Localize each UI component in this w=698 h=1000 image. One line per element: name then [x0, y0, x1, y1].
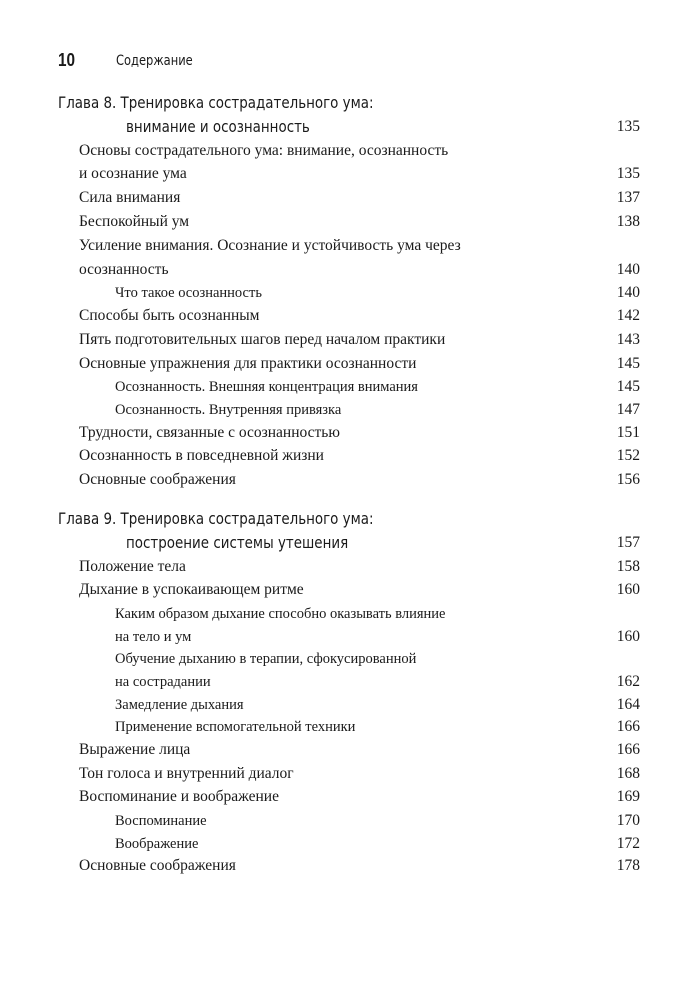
- toc-entry-text: Воспоминание и воображение: [79, 788, 279, 806]
- toc-entry-text: Воспоминание: [115, 813, 207, 830]
- toc-entry-line: [0, 626, 698, 648]
- toc-entry-line: [0, 833, 698, 855]
- page-ref: 158: [616, 557, 640, 575]
- chapter-title-line: [0, 508, 698, 530]
- toc-entry-line: [0, 739, 698, 761]
- toc-entry-text: Основные упражнения для практики осознанности: [79, 354, 417, 372]
- page-ref: 142: [616, 307, 640, 324]
- chapter-title-text: Глава 8. Тренировка сострадательного ума:: [58, 93, 374, 112]
- toc-entry-text: Основы сострадательного ума: внимание, осознанность: [79, 141, 449, 159]
- toc-entry-line: [0, 422, 698, 444]
- chapter-title-line: [0, 532, 698, 554]
- page-ref: 151: [616, 423, 640, 441]
- chapter-title-text: Глава 9. Тренировка сострадательного ума:: [58, 509, 374, 528]
- page-ref: 152: [616, 447, 640, 465]
- page-ref: 145: [616, 354, 640, 372]
- page-ref: 162: [616, 673, 640, 690]
- toc-entry-text: Осознанность. Внутренняя привязка: [115, 402, 342, 418]
- toc-entry-text: Беспокойный ум: [79, 213, 190, 230]
- toc-entry-text: Дыхание в успокаивающем ритме: [79, 581, 304, 599]
- toc-entry-text: Осознанность в повседневной жизни: [79, 447, 324, 465]
- page-ref: 140: [616, 260, 640, 278]
- toc-entry-line: [0, 694, 698, 716]
- page-ref: 160: [616, 581, 640, 599]
- toc-entry-text: и осознание ума: [79, 165, 187, 183]
- page-ref: 137: [616, 189, 640, 207]
- toc-entry-text: Основные соображения: [79, 857, 236, 875]
- page-ref: 135: [616, 165, 640, 183]
- page-ref: 135: [616, 117, 640, 135]
- page-ref: 147: [616, 401, 640, 418]
- chapter-title-line: [0, 116, 698, 138]
- toc-entry-line: [0, 671, 698, 693]
- page-ref: 160: [616, 627, 640, 645]
- toc-entry-line: [0, 211, 698, 233]
- toc-entry-text: Применение вспомогательной техники: [115, 719, 356, 736]
- toc-entry-line: [0, 445, 698, 467]
- toc-entry-text: Каким образом дыхание способно оказывать влияние: [115, 606, 446, 623]
- toc-entry-text: на сострадании: [115, 674, 211, 690]
- chapter-title-text: внимание и осознанность: [126, 116, 310, 136]
- toc-entry-text: Осознанность. Внешняя концентрация внимания: [115, 379, 418, 396]
- toc-entry-line: [0, 716, 698, 738]
- page-ref: 140: [616, 284, 640, 302]
- toc-entry-text: Замедление дыхания: [115, 696, 244, 713]
- page-ref: 178: [616, 857, 640, 875]
- toc-entry-line: [0, 305, 698, 327]
- chapter-title-line: [0, 92, 698, 114]
- toc-entry-text: Способы быть осознанным: [79, 307, 260, 324]
- toc-entry-text: на тело и ум: [115, 628, 192, 645]
- running-head: Содержание: [116, 53, 193, 69]
- page-ref: 138: [616, 213, 640, 230]
- toc-entry-line: [0, 282, 698, 304]
- page-ref: 172: [616, 834, 640, 852]
- toc-entry-text: Воображение: [115, 835, 199, 852]
- toc-entry-line: [0, 235, 698, 257]
- toc-entry-text: Обучение дыханию в терапии, сфокусированной: [115, 651, 417, 668]
- page-ref: 169: [616, 788, 640, 806]
- page-ref: 145: [616, 378, 640, 396]
- page-ref: 166: [616, 740, 640, 758]
- toc-entry-text: Трудности, связанные с осознанностью: [79, 423, 340, 441]
- toc-entry-line: [0, 579, 698, 601]
- page-ref: 143: [616, 330, 640, 348]
- toc-entry-line: [0, 556, 698, 578]
- toc-entry-text: Усиление внимания. Осознание и устойчивость ума через: [79, 236, 461, 254]
- toc-entry-line: [0, 763, 698, 785]
- toc-entry-line: [0, 353, 698, 375]
- toc-entry-text: Выражение лица: [79, 740, 191, 758]
- toc-entry-line: [0, 329, 698, 351]
- page-ref: 166: [616, 718, 640, 736]
- page-ref: 170: [616, 812, 640, 830]
- page-ref: 156: [616, 471, 640, 489]
- chapter-title-text: построение системы утешения: [126, 532, 349, 552]
- toc-entry-line: [0, 259, 698, 281]
- toc-entry-line: [0, 786, 698, 808]
- toc-entry-line: [0, 603, 698, 625]
- toc-entry-line: [0, 855, 698, 877]
- toc-entry-text: осознанность: [79, 260, 169, 278]
- page-ref: 157: [616, 533, 640, 551]
- toc-entry-line: [0, 469, 698, 491]
- toc-entry-text: Что такое осознанность: [115, 285, 262, 302]
- page-ref: 164: [616, 695, 640, 713]
- toc-entry-line: [0, 187, 698, 209]
- toc-entry-text: Положение тела: [79, 557, 186, 575]
- toc-entry-line: [0, 140, 698, 162]
- toc-entry-line: [0, 399, 698, 421]
- page-number: 10: [58, 50, 76, 70]
- toc-entry-text: Основные соображения: [79, 471, 236, 489]
- toc-entry-line: [0, 376, 698, 398]
- toc-entry-text: Тон голоса и внутренний диалог: [79, 764, 294, 782]
- toc-entry-text: Сила внимания: [79, 189, 181, 207]
- toc-entry-line: [0, 648, 698, 670]
- page-ref: 168: [616, 764, 640, 782]
- toc-entry-text: Пять подготовительных шагов перед началом практики: [79, 330, 446, 348]
- toc-entry-line: [0, 810, 698, 832]
- toc-entry-line: [0, 163, 698, 185]
